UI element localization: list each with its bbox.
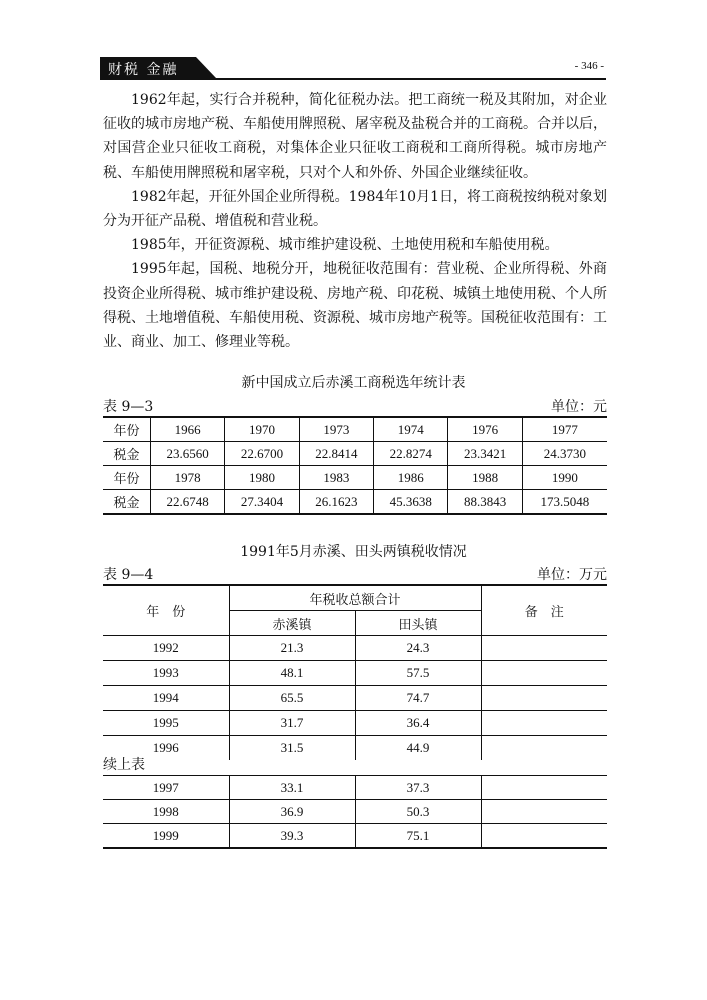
note-cell	[481, 711, 607, 736]
tax-cell: 22.8414	[299, 442, 373, 466]
year-cell: 1988	[448, 466, 522, 490]
column-header-year: 年 份	[146, 605, 186, 620]
note-cell	[481, 776, 607, 800]
note-cell	[481, 686, 607, 711]
table2-title: 1991年5月赤溪、田头两镇税收情况	[240, 544, 467, 560]
tax-cell: 173.5048	[522, 490, 607, 515]
chixi-cell: 36.9	[229, 800, 355, 824]
tiantou-cell: 36.4	[355, 711, 481, 736]
table1-meta	[103, 396, 607, 416]
header-rule	[100, 78, 606, 80]
chixi-cell: 39.3	[229, 824, 355, 849]
chixi-cell: 33.1	[229, 776, 355, 800]
section-title: 财税 金融	[108, 62, 179, 78]
chixi-cell: 31.7	[229, 711, 355, 736]
table2-meta	[103, 564, 607, 584]
column-header-total: 年税收总额合计	[229, 585, 481, 611]
table-row	[103, 490, 607, 515]
table-row	[103, 800, 607, 824]
year-cell: 1980	[225, 466, 299, 490]
tiantou-cell: 44.9	[355, 736, 481, 761]
year-cell: 1999	[103, 824, 229, 849]
year-cell: 1990	[522, 466, 607, 490]
tiantou-cell: 57.5	[355, 661, 481, 686]
tax-cell: 22.6748	[151, 490, 225, 515]
tax-cell: 27.3404	[225, 490, 299, 515]
table-row	[103, 776, 607, 800]
tax-cell: 24.3730	[522, 442, 607, 466]
year-cell: 1976	[448, 417, 522, 442]
row-label-year: 年份	[103, 466, 151, 490]
tax-cell: 22.8274	[374, 442, 448, 466]
tax-table-9-4-continued	[103, 775, 607, 849]
table2-unit: 单位：万元	[537, 567, 607, 583]
column-header-note: 备 注	[481, 585, 607, 636]
note-cell	[481, 824, 607, 849]
year-cell: 1970	[225, 417, 299, 442]
tax-table-9-4	[103, 584, 607, 760]
tiantou-cell: 74.7	[355, 686, 481, 711]
table1-unit: 单位：元	[551, 399, 607, 415]
tax-cell: 23.3421	[448, 442, 522, 466]
note-cell	[481, 736, 607, 761]
note-cell	[481, 636, 607, 661]
tax-cell: 22.6700	[225, 442, 299, 466]
year-cell: 1974	[374, 417, 448, 442]
note-cell	[481, 661, 607, 686]
row-label-tax: 税金	[103, 442, 151, 466]
table-row	[103, 417, 607, 442]
year-cell: 1966	[151, 417, 225, 442]
continued-label: 续上表	[103, 757, 145, 773]
tax-cell: 26.1623	[299, 490, 373, 515]
table-row	[103, 686, 607, 711]
chixi-cell: 21.3	[229, 636, 355, 661]
year-cell: 1977	[522, 417, 607, 442]
tax-cell: 88.3843	[448, 490, 522, 515]
year-cell: 1997	[152, 779, 179, 795]
table-row	[103, 636, 607, 661]
tiantou-cell: 37.3	[355, 776, 481, 800]
paragraph: 1985年，开征资源税、城市维护建设税、土地使用税和车船使用税。	[131, 237, 559, 254]
year-cell: 1983	[299, 466, 373, 490]
tiantou-cell: 50.3	[355, 800, 481, 824]
page-number: - 346 -	[574, 60, 604, 72]
paragraph: 1962年起，实行合并税种，简化征税办法。把工商统一税及其附加，对企业征收的城市房地产税、车船使用牌照税、屠宰税及盐税合并的工商税。合并以后，对国营企业只征收工商税，对集体企业只征收工商税和工商所得税。城市房地产税、车船使用牌照税和屠宰税，只对个人和外侨、外国企业继续征收。	[103, 92, 607, 181]
paragraph: 1982年起，开征外国企业所得税。1984年10月1日，将工商税按纳税对象划分为开征产品税、增值税和营业税。	[103, 188, 607, 230]
table-row	[103, 442, 607, 466]
chixi-cell: 65.5	[229, 686, 355, 711]
table-header-row	[103, 585, 607, 611]
year-cell: 1993	[103, 661, 229, 686]
body-text	[103, 88, 607, 354]
year-cell: 1994	[103, 686, 229, 711]
year-cell: 1986	[374, 466, 448, 490]
tax-table-9-3	[103, 416, 607, 515]
tiantou-cell: 75.1	[355, 824, 481, 849]
table1-number: 表 9—3	[103, 399, 154, 415]
table-row	[103, 711, 607, 736]
chixi-cell: 31.5	[229, 736, 355, 761]
tiantou-cell: 24.3	[355, 636, 481, 661]
column-header-tiantou: 田头镇	[355, 611, 481, 636]
table-row	[103, 736, 607, 761]
paragraph: 1995年起，国税、地税分开，地税征收范围有：营业税、企业所得税、外商投资企业所得税、城市维护建设税、房地产税、印花税、城镇土地使用税、个人所得税、土地增值税、车船使用税、资源税、城市房地产税等。国税征收范围有：工业、商业、加工、修理业等税。	[103, 261, 607, 351]
table-row	[103, 466, 607, 490]
column-header-chixi: 赤溪镇	[229, 611, 355, 636]
table2-number: 表 9—4	[103, 567, 154, 583]
tax-cell: 23.6560	[151, 442, 225, 466]
row-label-year: 年份	[113, 424, 140, 439]
year-cell: 1973	[299, 417, 373, 442]
chixi-cell: 48.1	[229, 661, 355, 686]
year-cell: 1978	[151, 466, 225, 490]
table1-title: 新中国成立后赤溪工商税选年统计表	[241, 375, 466, 391]
year-cell: 1998	[103, 800, 229, 824]
row-label-tax: 税金	[103, 490, 151, 515]
page-header	[100, 57, 606, 79]
tax-cell: 45.3638	[374, 490, 448, 515]
table-row	[103, 661, 607, 686]
table-row	[103, 824, 607, 849]
note-cell	[481, 800, 607, 824]
year-cell: 1995	[103, 711, 229, 736]
year-cell: 1996	[103, 736, 229, 761]
year-cell: 1992	[103, 636, 229, 661]
